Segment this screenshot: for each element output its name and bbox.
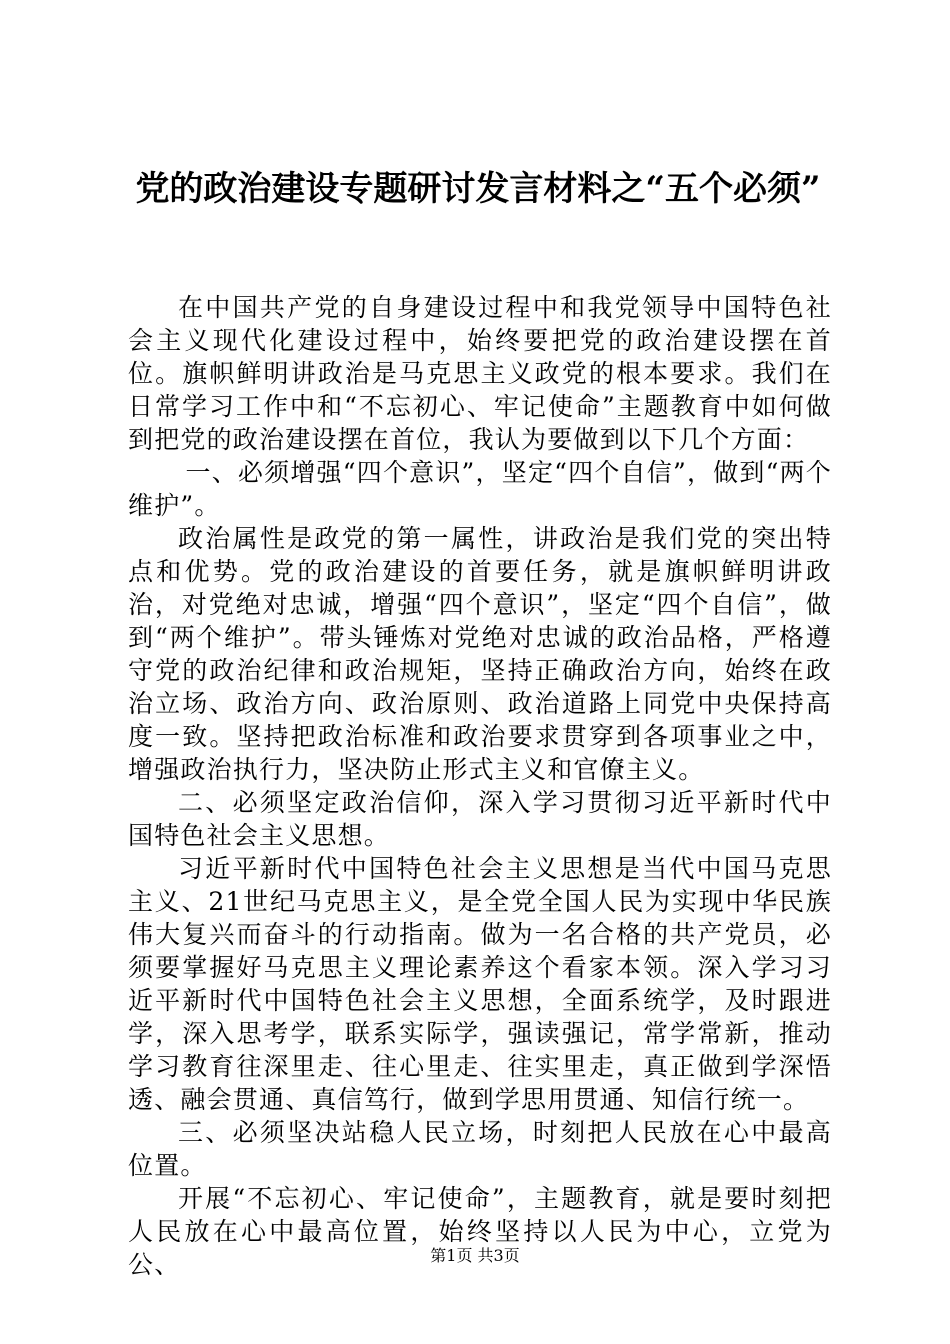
section-paragraph-3: 开展“不忘初心、牢记使命”，主题教育，就是要时刻把人民放在心中最高位置，始终坚持以人民为中心，立党为公、 [128,1184,832,1279]
section-heading-3: 三、必须坚决站稳人民立场，时刻把人民放在心中最高位置。 [128,1118,832,1180]
section-heading-2: 二、必须坚定政治信仰，深入学习贯彻习近平新时代中国特色社会主义思想。 [128,788,832,850]
document-body [128,291,832,1281]
intro-paragraph: 在中国共产党的自身建设过程中和我党领导中国特色社会主义现代化建设过程中，始终要把党的政治建设摆在首位。旗帜鲜明讲政治是马克思主义政党的根本要求。我们在日常学习工作中和“不忘初心、牢记使命”主题教育中如何做到把党的政治建设摆在首位，我认为要做到以下几个方面： [128,293,832,454]
document-title: 党的政治建设专题研讨发言材料之“五个必须” [135,169,821,209]
section-heading-1: 一、必须增强“四个意识”，坚定“四个自信”，做到“两个维护”。 [128,458,832,520]
section-paragraph-2: 习近平新时代中国特色社会主义思想是当代中国马克思主义、21世纪马克思主义，是全党全国人民为实现中华民族伟大复兴而奋斗的行动指南。做为一名合格的共产党员，必须要掌握好马克思主义理论素养这个看家本领。深入学习习近平新时代中国特色社会主义思想，全面系统学，及时跟进学，深入思考学，联系实际学，强读强记，常学常新，推动学习教育往深里走、往心里走、往实里走，真正做到学深悟透、融会贯通、真信笃行，做到学思用贯通、知信行统一。 [128,854,832,1114]
section-paragraph-1: 政治属性是政党的第一属性，讲政治是我们党的突出特点和优势。党的政治建设的首要任务，就是旗帜鲜明讲政治，对党绝对忠诚，增强“四个意识”，坚定“四个自信”，做到“两个维护”。带头锤炼对党绝对忠诚的政治品格，严格遵守党的政治纪律和政治规矩，坚持正确政治方向，始终在政治立场、政治方向、政治原则、政治道路上同党中央保持高度一致。坚持把政治标准和政治要求贯穿到各项事业之中，增强政治执行力，坚决防止形式主义和官僚主义。 [128,524,832,784]
page-number-footer: 第1页 共3页 [430,1246,520,1265]
